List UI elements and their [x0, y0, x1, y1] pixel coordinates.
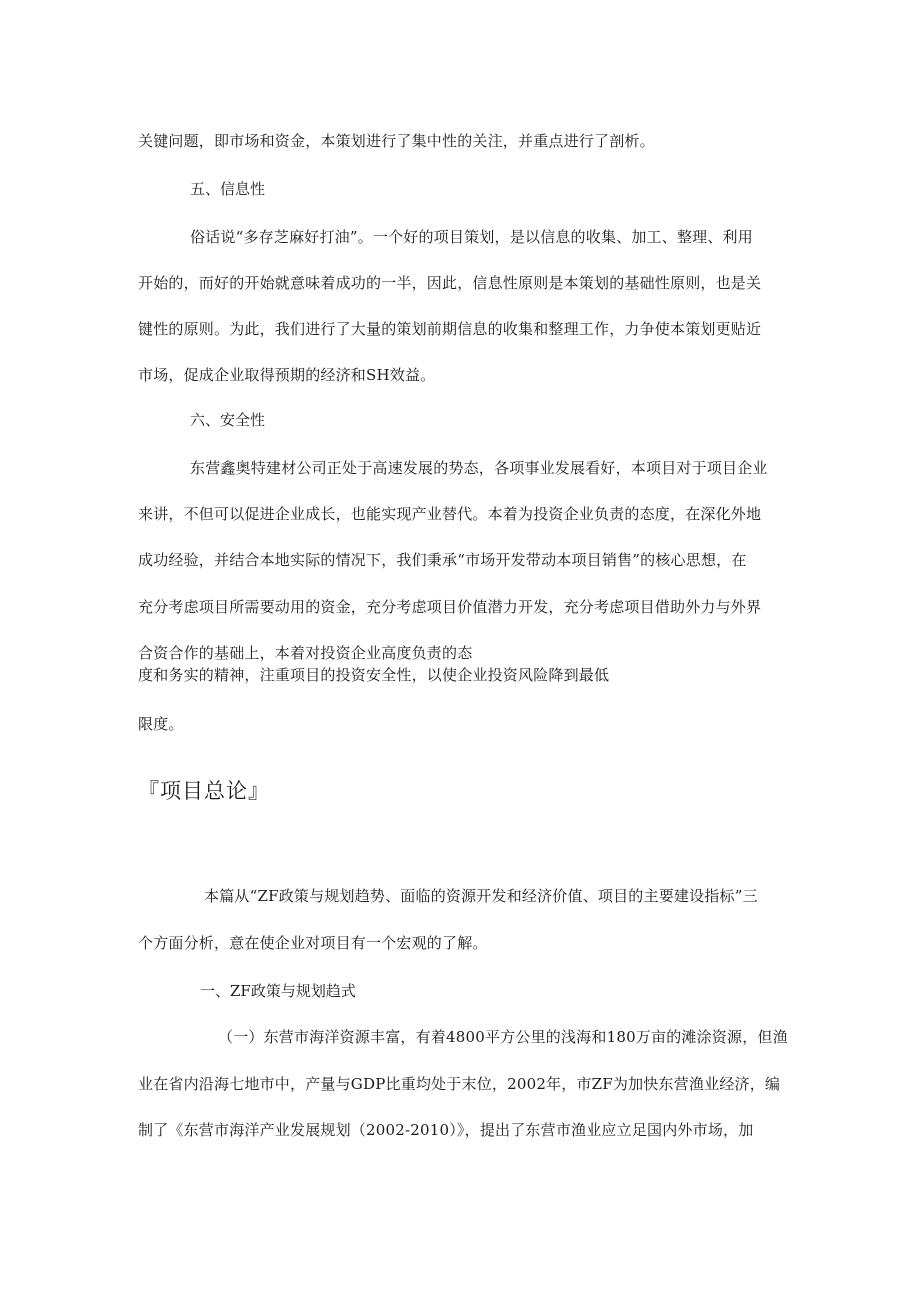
paragraph-line: 俗话说“多存芝麻好打油”。一个好的项目策划，是以信息的收集、加工、整理、利用: [190, 228, 753, 246]
paragraph-line: 业在省内沿海七地市中，产量与GDP比重均处于末位，2002年，市ZF为加快东营渔业经济，编: [138, 1075, 781, 1093]
sub-heading-policy: 一、ZF政策与规划趋式: [200, 982, 356, 1000]
paragraph-line: 成功经验，并结合本地实际的情况下，我们秉承“市场开发带动本项目销售”的核心思想，在: [138, 551, 747, 569]
paragraph-line: 键性的原则。为此，我们进行了大量的策划前期信息的收集和整理工作，力争使本策划更贴近: [138, 320, 762, 338]
paragraph-line: 限度。: [138, 715, 184, 733]
paragraph-line: 开始的，而好的开始就意味着成功的一半，因此，信息性原则是本策划的基础性原则，也是关: [138, 274, 762, 292]
paragraph-line: 关键问题，即市场和资金，本策划进行了集中性的关注，并重点进行了剖析。: [138, 132, 655, 150]
paragraph-line: 市场，促成企业取得预期的经济和SH效益。: [138, 366, 436, 384]
paragraph-line: 充分考虑项目所需要动用的资金，充分考虑项目价值潜力开发，充分考虑项目借助外力与外界: [138, 598, 762, 616]
section-title-overview: 『项目总论』: [138, 779, 270, 803]
paragraph-line: 本篇从“ZF政策与规划趋势、面临的资源开发和经济价值、项目的主要建设指标”三: [204, 887, 758, 905]
section-heading-safety: 六、安全性: [190, 411, 266, 429]
paragraph-line: （一）东营市海洋资源丰富，有着4800平方公里的浅海和180万亩的滩涂资源，但渔: [218, 1028, 788, 1046]
paragraph-line: 东营鑫奥特建材公司正处于高速发展的势态，各项事业发展看好，本项目对于项目企业: [190, 459, 768, 477]
paragraph-line: 来讲，不但可以促进企业成长，也能实现产业替代。本着为投资企业负责的态度，在深化外地: [138, 505, 762, 523]
section-heading-info: 五、信息性: [190, 180, 266, 198]
paragraph-line: 度和务实的精神，注重项目的投资安全性，以使企业投资风险降到最低: [138, 666, 610, 684]
paragraph-line: 制了《东营市海洋产业发展规划（2002-2010）》，提出了东营市渔业应立足国内外市场，加: [138, 1121, 754, 1139]
paragraph-line: 合资合作的基础上，本着对投资企业高度负责的态: [138, 644, 473, 662]
paragraph-line: 个方面分析，意在使企业对项目有一个宏观的了解。: [138, 934, 488, 952]
